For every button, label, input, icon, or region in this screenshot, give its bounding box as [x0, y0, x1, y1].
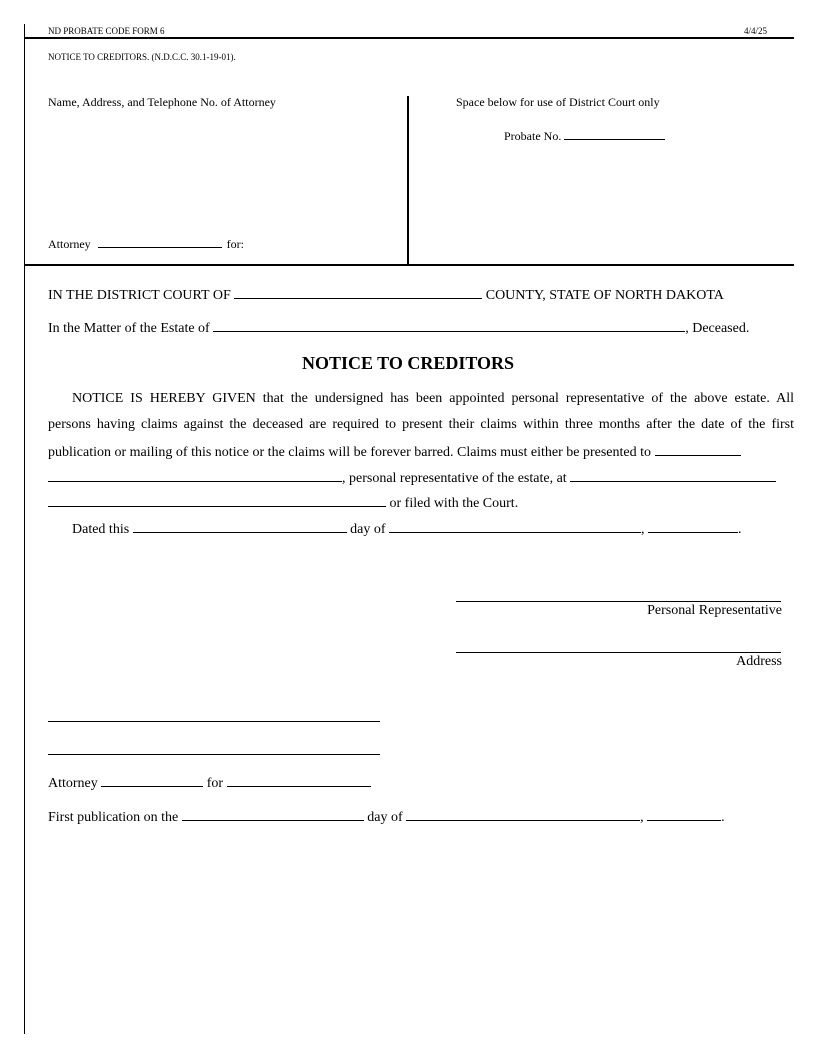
first-pub-year-field[interactable] [647, 807, 721, 821]
notice-line-1 [48, 386, 794, 412]
court-line [48, 285, 724, 304]
notice-text-5: or filed with the Court. [389, 496, 519, 511]
attorney-name-field[interactable] [98, 234, 222, 248]
footer-for-field[interactable] [227, 773, 371, 787]
caption-bottom-rule [24, 264, 794, 266]
probate-no-label: Probate No. [504, 129, 562, 143]
notice-text-2: persons having claims against the deceased are required to present their claims within three months after the date of the first [48, 417, 794, 432]
decedent-name-field[interactable] [213, 318, 685, 332]
dated-label: Dated this [72, 522, 130, 537]
personal-rep-name-field[interactable] [48, 468, 342, 482]
notice-line-5 [48, 493, 518, 512]
left-margin-rule [24, 24, 25, 1034]
attorney-footer-line [48, 773, 371, 792]
footer-for-label: for [206, 776, 224, 791]
estate-label: In the Matter of the Estate of [48, 321, 210, 336]
first-pub-month-field[interactable] [406, 807, 640, 821]
notice-line-4 [48, 468, 776, 487]
court-use-label: Space below for use of District Court only [456, 95, 660, 109]
probate-no [504, 126, 665, 144]
footer-attorney-field[interactable] [101, 773, 203, 787]
first-pub-comma: , [640, 810, 644, 825]
presented-to-field[interactable] [655, 442, 741, 456]
personal-rep-signature-line[interactable] [456, 601, 781, 602]
first-pub-day-field[interactable] [182, 807, 364, 821]
probate-no-field[interactable] [564, 126, 665, 140]
county-state-label: COUNTY, STATE OF NORTH DAKOTA [485, 288, 724, 303]
notice-line-2 [48, 412, 794, 438]
address-label: Address [736, 654, 782, 669]
dated-day-field[interactable] [133, 519, 347, 533]
form-code: ND PROBATE CODE FORM 6 [48, 26, 165, 36]
first-publication-line: First publication on the day of , . [48, 807, 725, 826]
dated-comma: , [641, 522, 645, 537]
attorney-for-label: for: [226, 237, 244, 251]
attorney-for-line [48, 234, 244, 252]
address-signature-line[interactable] [456, 652, 781, 653]
first-pub-dayof-label: day of [367, 810, 403, 825]
header-rule [24, 37, 794, 39]
attorney-label: Attorney [48, 237, 91, 251]
dated-line: Dated this day of , . [72, 519, 742, 538]
estate-line [48, 318, 749, 337]
notice-text-1: NOTICE IS HEREBY GIVEN that the undersigned has been appointed personal representative of the above estate. All [72, 391, 794, 406]
caption-divider [407, 96, 409, 265]
form-date: 4/4/25 [744, 26, 768, 36]
district-court-label: IN THE DISTRICT COURT OF [48, 288, 231, 303]
notice-line-3 [48, 442, 741, 461]
rep-address-field-2[interactable] [48, 493, 386, 507]
dated-year-field[interactable] [648, 519, 738, 533]
personal-rep-label: Personal Representative [647, 603, 782, 618]
county-field[interactable] [234, 285, 482, 299]
notice-text-3: publication or mailing of this notice or the claims will be forever barred. Claims must either be presented to [48, 445, 651, 460]
dated-dayof-label: day of [350, 522, 386, 537]
attorney-info-label: Name, Address, and Telephone No. of Attorney [48, 95, 276, 109]
form-subtitle: NOTICE TO CREDITORS. (N.D.C.C. 30.1-19-01). [48, 52, 236, 62]
notice-title: NOTICE TO CREDITORS [301, 353, 515, 373]
footer-attorney-label: Attorney [48, 776, 98, 791]
deceased-label: , Deceased. [685, 321, 750, 336]
attorney-address-line[interactable] [48, 754, 380, 755]
first-pub-label: First publication on the [48, 810, 179, 825]
notice-text-4: , personal representative of the estate, at [342, 471, 567, 486]
attorney-signature-line[interactable] [48, 721, 380, 722]
rep-address-field[interactable] [570, 468, 776, 482]
dated-month-field[interactable] [389, 519, 641, 533]
